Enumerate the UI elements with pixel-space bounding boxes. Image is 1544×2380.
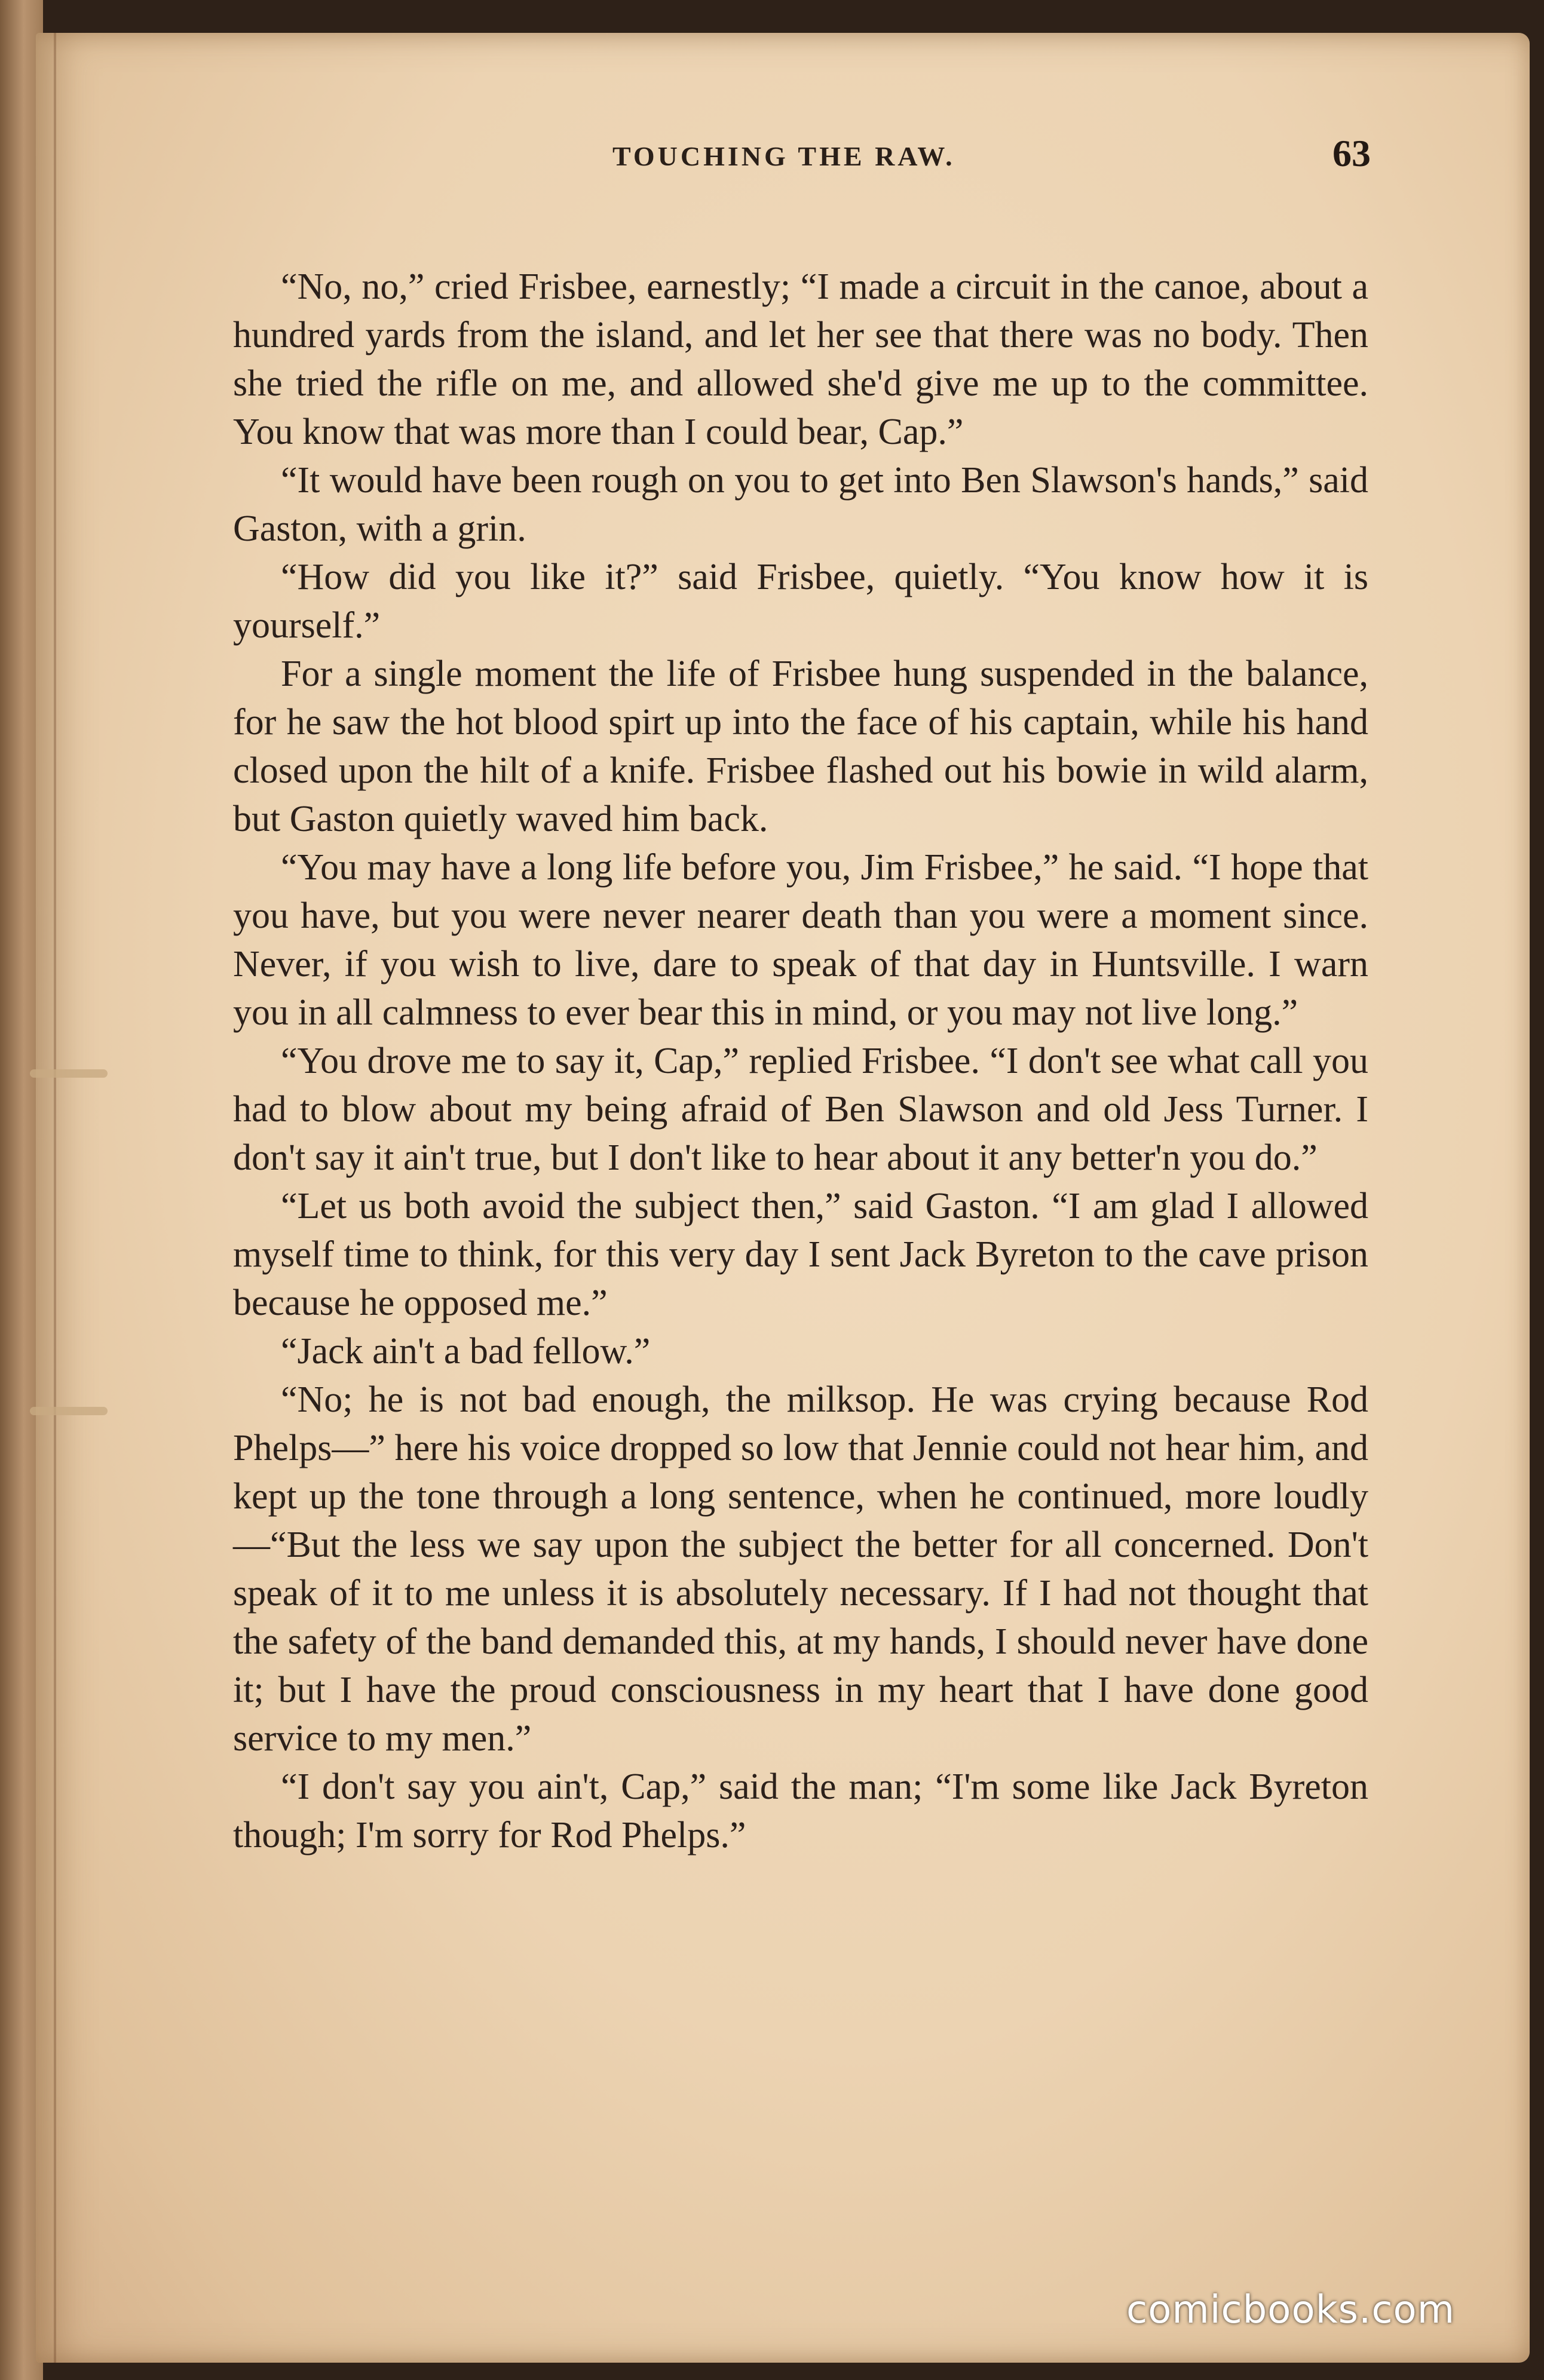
paragraph: “You may have a long life before you, Jim Frisbee,” he said. “I hope that you have, but you were never nearer death than you were a moment since. Never, if you wish to live, dare to speak of that day in Huntsville. I warn you in all calmness to ever bear this in mind, or you may not live long.” — [233, 847, 1368, 1033]
paragraph: For a single moment the life of Frisbee hung suspended in the balance, for he saw the hot blood spirt up into the face of his captain, while his hand closed upon the hilt of a knife. Frisbee flashed out his bowie in wild alarm, but Gaston quietly waved him back. — [233, 654, 1368, 839]
paragraph: “Jack ain't a bad fellow.” — [281, 1331, 651, 1372]
binding-stitch — [30, 1069, 108, 1078]
paragraph: “No, no,” cried Frisbee, earnestly; “I made a circuit in the canoe, about a hundred yards from the island, and let her see that there was no body. Then she tried the rifle on me, and allowed she'd give me up to the committee. You know that was more than I could bear, Cap.” — [233, 266, 1368, 452]
paragraph: “You drove me to say it, Cap,” replied Frisbee. “I don't see what call you had to blow about my being afraid of Ben Slawson and old Jess Turner. I don't say it ain't true, but I don't like to hear about it any better'n you do.” — [233, 1041, 1368, 1178]
paragraph: “I don't say you ain't, Cap,” said the man; “I'm some like Jack Byreton though; I'm sorry for Rod Phelps.” — [233, 1766, 1368, 1855]
binding-stitch — [30, 1407, 108, 1415]
body-text — [233, 263, 1368, 1860]
page-number: 63 — [1332, 132, 1371, 174]
binding-gutter — [54, 33, 56, 2363]
paragraph: “Let us both avoid the subject then,” said Gaston. “I am glad I allowed myself time to think, for this very day I sent Jack Byreton to the cave prison because he opposed me.” — [233, 1186, 1368, 1323]
running-head: TOUCHING THE RAW. — [612, 141, 955, 171]
paragraph: “No; he is not bad enough, the milksop. He was crying because Rod Phelps—” here his voice dropped so low that Jennie could not hear him, and kept up the tone through a long sentence, when he continued, more loudly—“But the less we say upon the subject the better for all concerned. Don't speak of it to me unless it is absolutely necessary. If I had not thought that the safety of the band demanded this, at my hands, I should never have done it; but I have the proud consciousness in my heart that I have done good service to my men.” — [233, 1379, 1368, 1759]
book-page — [36, 33, 1530, 2363]
paragraph: “It would have been rough on you to get into Ben Slawson's hands,” said Gaston, with a grin. — [233, 460, 1368, 549]
site-watermark: comicbooks.com — [1126, 2288, 1456, 2332]
paragraph: “How did you like it?” said Frisbee, quietly. “You know how it is yourself.” — [233, 557, 1368, 646]
